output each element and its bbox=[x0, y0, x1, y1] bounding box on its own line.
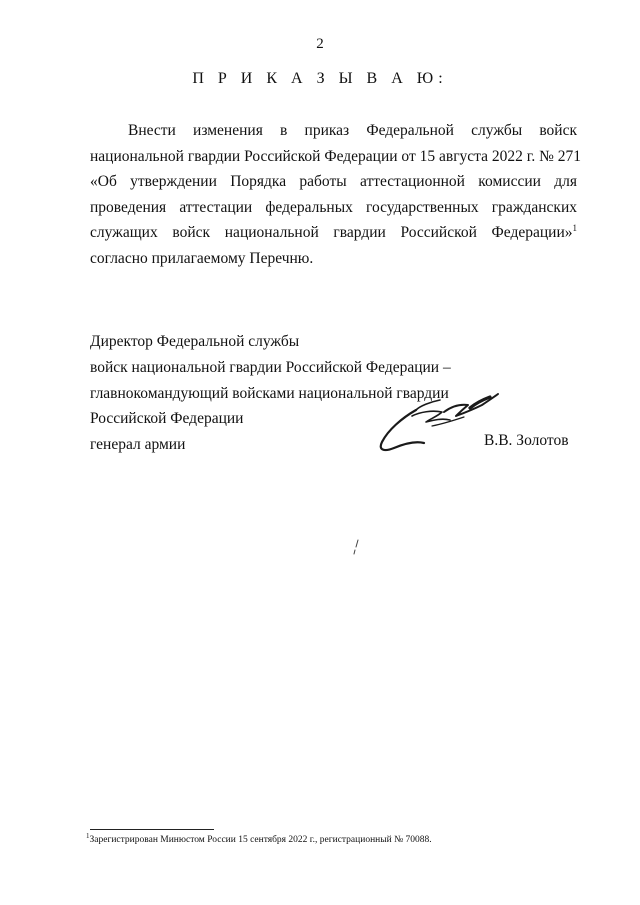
order-line: проведения аттестации федеральных государственных гражданских bbox=[90, 198, 577, 216]
handwritten-signature bbox=[372, 386, 502, 460]
signatory-title-line: Российской Федерации bbox=[90, 410, 244, 428]
footnote-marker: 1 bbox=[86, 831, 90, 840]
signatory-title-line: главнокомандующий войсками национальной гвардии bbox=[90, 384, 449, 402]
order-line: согласно прилагаемому Перечню. bbox=[90, 249, 314, 267]
order-line: «Об утверждении Порядка работы аттестационной комиссии для bbox=[90, 173, 577, 191]
signatory-title-line: войск национальной гвардии Российской Федерации – bbox=[90, 358, 451, 376]
signatory-title-line: генерал армии bbox=[90, 436, 186, 454]
order-line: национальной гвардии Российской Федерации от 15 августа 2022 г. № 271 bbox=[90, 147, 582, 165]
footnote bbox=[86, 831, 432, 845]
order-line: Внести изменения в приказ Федеральной службы войск bbox=[128, 122, 577, 139]
signatory-title-line: Директор Федеральной службы bbox=[90, 333, 300, 350]
scan-speck bbox=[352, 538, 362, 556]
page-number: 2 bbox=[316, 36, 324, 52]
signatory-name: В.В. Золотов bbox=[484, 432, 569, 449]
footnote-divider bbox=[90, 829, 214, 830]
order-line-text: служащих войск национальной гвардии Российской Федерации» bbox=[90, 224, 573, 242]
order-line-with-footnote bbox=[90, 220, 577, 246]
order-heading: П Р И К А З Ы В А Ю: bbox=[192, 70, 448, 87]
footnote-reference: 1 bbox=[572, 223, 577, 234]
footnote-text: Зарегистрирован Минюстом России 15 сентября 2022 г., регистрационный № 70088. bbox=[89, 835, 432, 845]
order-body bbox=[90, 118, 582, 272]
